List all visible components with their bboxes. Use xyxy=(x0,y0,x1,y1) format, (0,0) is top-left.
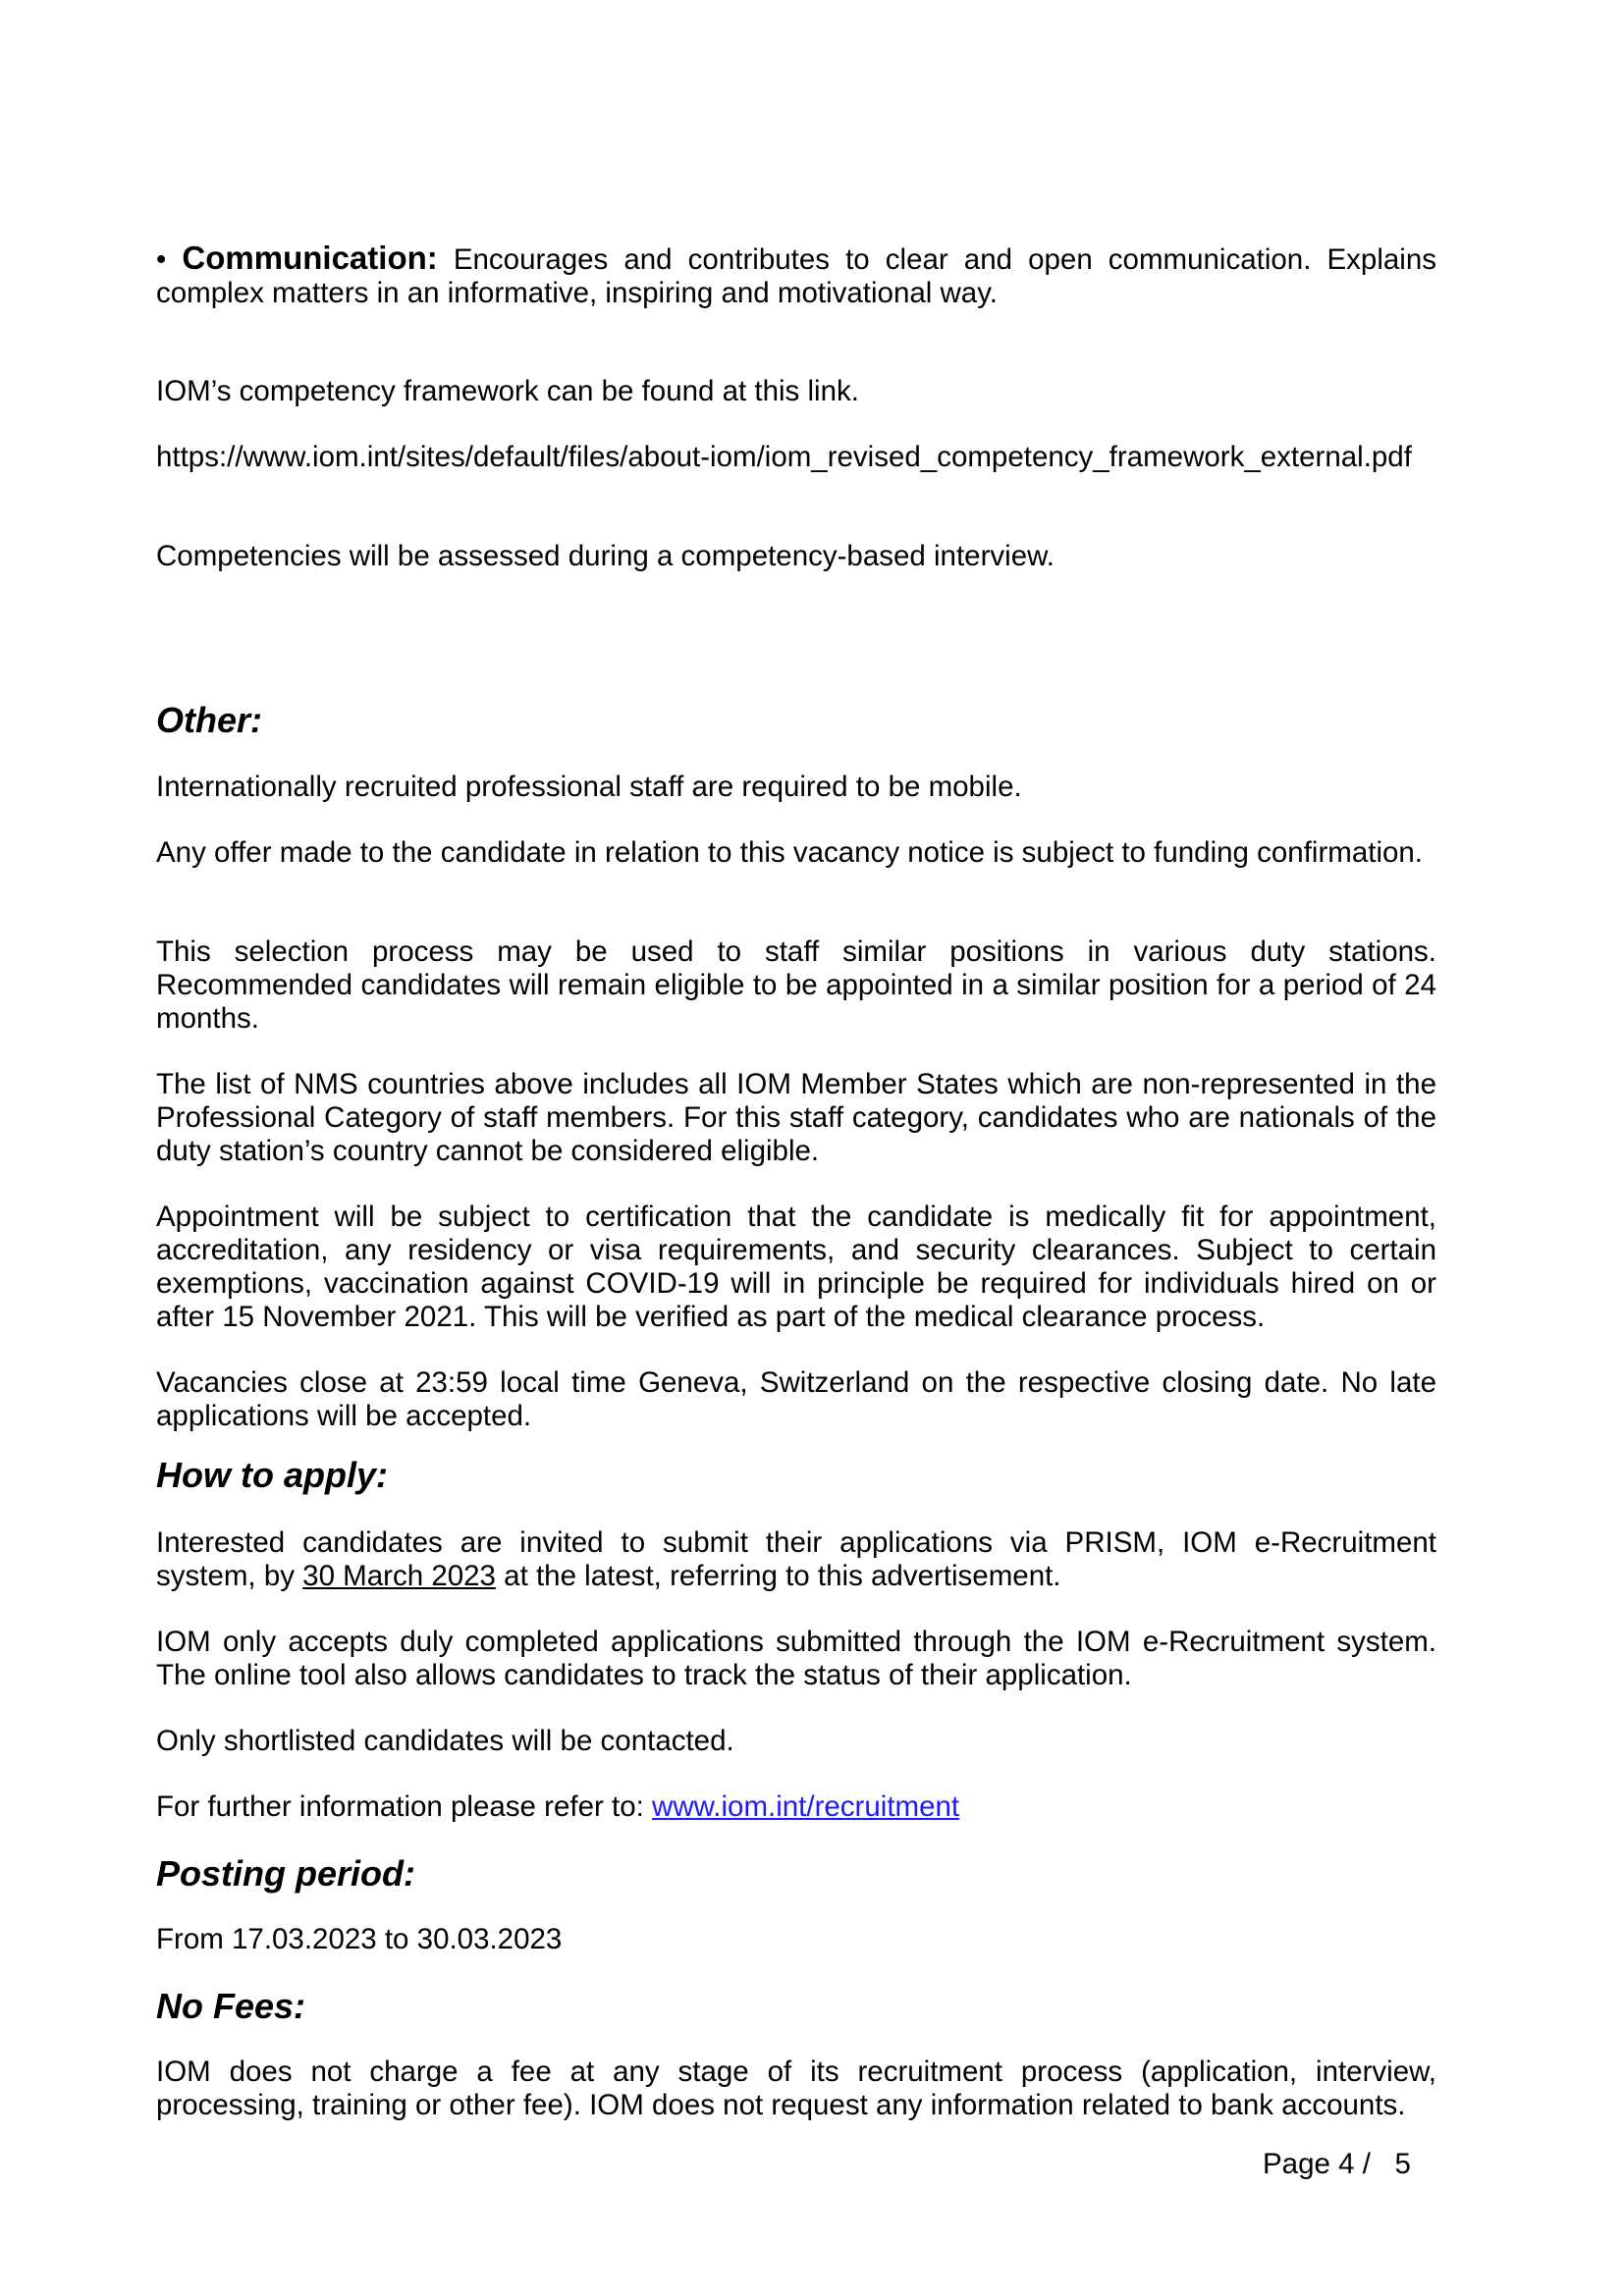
page-number: Page 4 / 5 xyxy=(1263,2148,1411,2180)
apply-paragraph: Only shortlisted candidates will be contacted. xyxy=(156,1725,734,1757)
other-paragraph: Appointment will be subject to certification that the candidate is medically fit for appointment, accreditation, any residency or visa requirements, and security clearances. Subject to certain exemptions, vaccination against COVID-19 will in principle be required for individuals hired on or after 15 November 2021. This will be verified as part of the medical clearance process. xyxy=(156,1201,1436,1333)
apply-paragraph xyxy=(156,1790,1436,1824)
other-paragraph: This selection process may be used to staff similar positions in various duty stations. Recommended candidates will remain eligible to be appointed in a similar position for a period of 24 months. xyxy=(156,935,1436,1035)
apply-text-after: at the latest, referring to this advertisement. xyxy=(495,1560,1061,1592)
competency-label: Communication: xyxy=(182,240,438,276)
framework-assessment: Competencies will be assessed during a competency-based interview. xyxy=(156,540,1055,572)
competency-text: Encourages and contributes to clear and open communication. Explains complex matters in an informative, inspiring and motivational way. xyxy=(156,243,1436,309)
recruitment-link[interactable]: www.iom.int/recruitment xyxy=(652,1790,960,1823)
section-heading-no-fees: No Fees: xyxy=(156,1986,306,2026)
section-heading-other: Other: xyxy=(156,700,262,740)
apply-paragraph xyxy=(156,1526,1436,1593)
apply-text-before: Interested candidates are invited to submit their applications via PRISM, IOM e-Recruitment system, by xyxy=(156,1526,1436,1592)
closing-date: 30 March 2023 xyxy=(302,1560,496,1592)
section-heading-how-to-apply: How to apply: xyxy=(156,1455,388,1495)
competency-bullet xyxy=(156,241,1436,310)
further-info-text: For further information please refer to: xyxy=(156,1790,653,1823)
other-paragraph: Vacancies close at 23:59 local time Geneva, Switzerland on the respective closing date. No late applications will be accepted. xyxy=(156,1366,1436,1432)
section-heading-posting-period: Posting period: xyxy=(156,1853,415,1894)
no-fees-text: IOM does not charge a fee at any stage of its recruitment process (application, interview, processing, training or other fee). IOM does not request any information related to bank accounts. xyxy=(156,2056,1436,2121)
other-paragraph: Internationally recruited professional staff are required to be mobile. xyxy=(156,771,1022,803)
other-paragraph: The list of NMS countries above includes all IOM Member States which are non-represented in the Professional Category of staff members. For this staff category, candidates who are nationals of the duty station’s country cannot be considered eligible. xyxy=(156,1068,1436,1167)
framework-intro: IOM’s competency framework can be found at this link. xyxy=(156,375,859,407)
other-paragraph: Any offer made to the candidate in relation to this vacancy notice is subject to funding confirmation. xyxy=(156,836,1424,869)
framework-url[interactable]: https://www.iom.int/sites/default/files/about-iom/iom_revised_competency_framework_external.pdf xyxy=(156,441,1412,473)
bullet-marker: • xyxy=(156,243,167,276)
apply-paragraph: IOM only accepts duly completed applications submitted through the IOM e-Recruitment system. The online tool also allows candidates to track the status of their application. xyxy=(156,1626,1436,1691)
posting-period-text: From 17.03.2023 to 30.03.2023 xyxy=(156,1923,563,1955)
